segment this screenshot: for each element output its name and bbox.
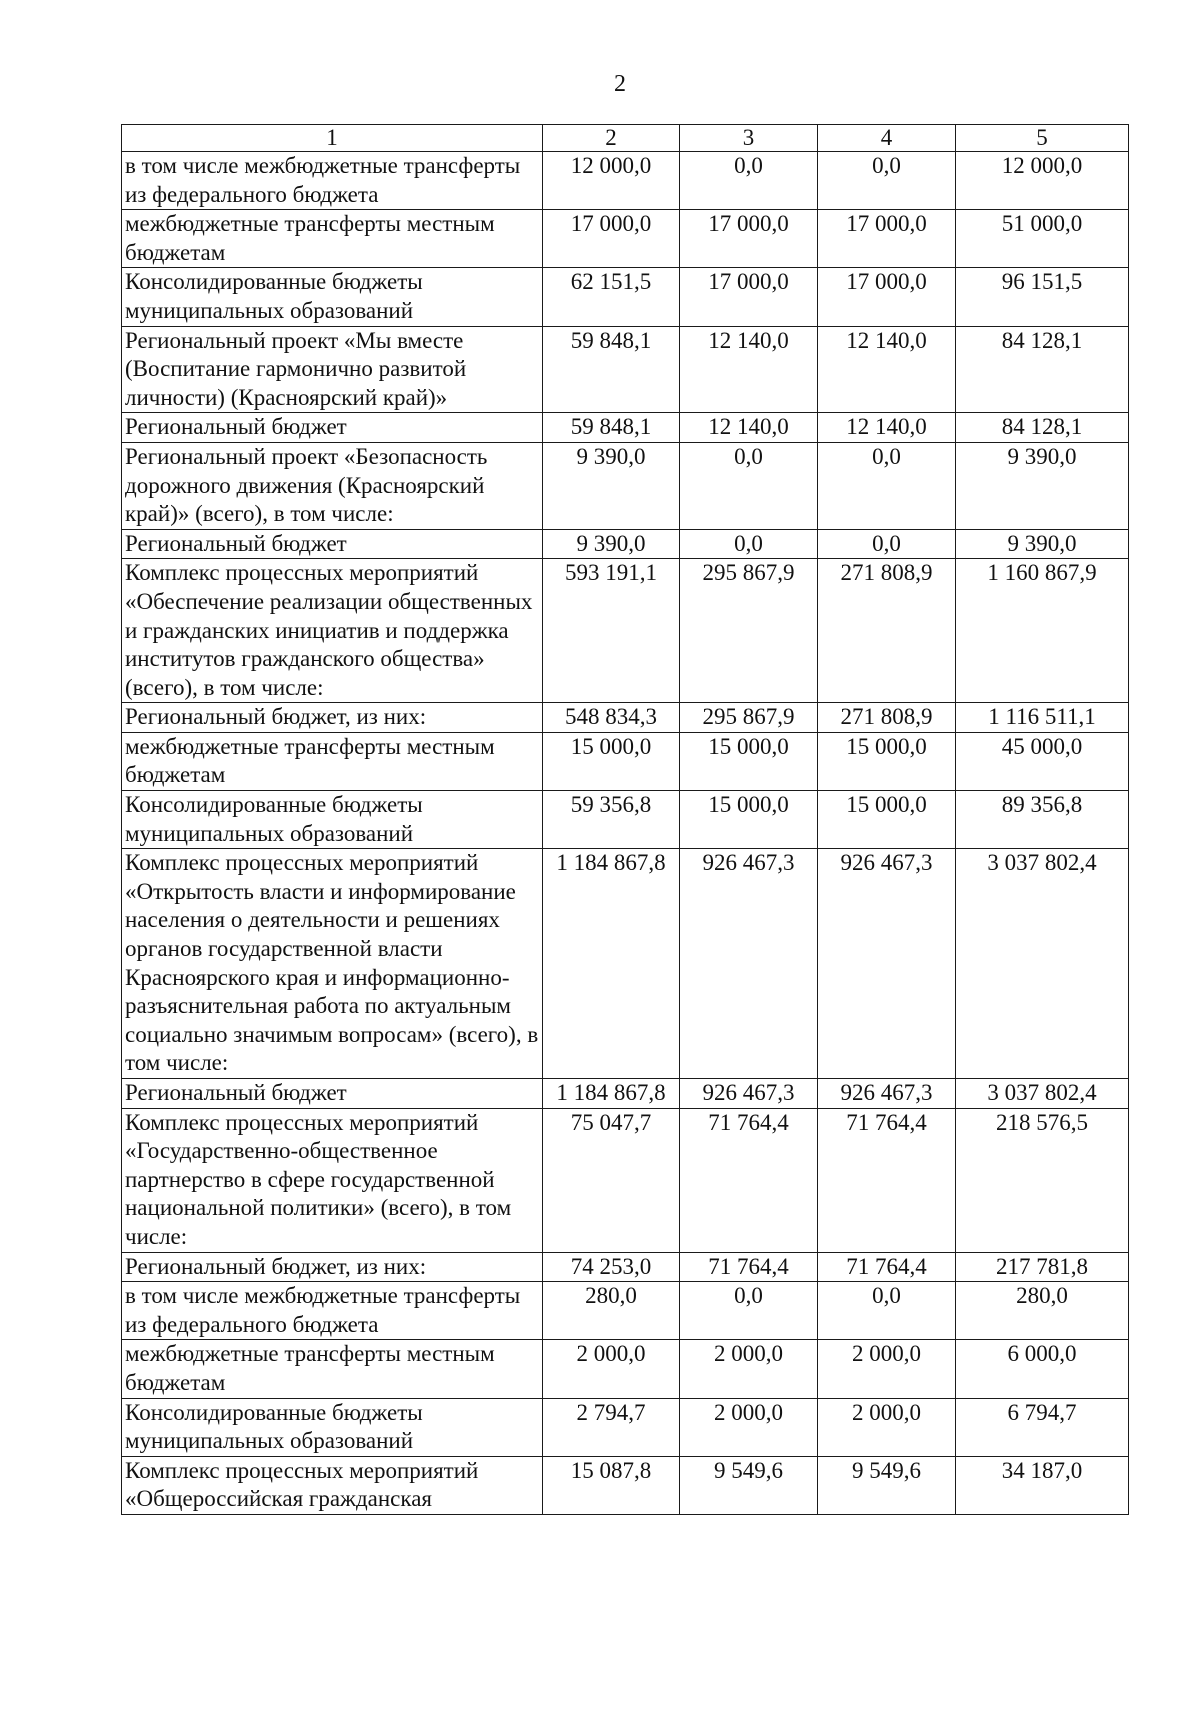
- value-cell-2: 593 191,1: [543, 559, 680, 703]
- row-label-cell: Региональный проект «Мы вместе (Воспитание гармонично развитой личности) (Красноярский край)»: [122, 326, 543, 413]
- row-label-cell: Консолидированные бюджеты муниципальных образований: [122, 268, 543, 326]
- value-cell-2: 1 184 867,8: [543, 849, 680, 1079]
- value-cell-3: 15 000,0: [680, 791, 818, 849]
- value-cell-3: 71 764,4: [680, 1252, 818, 1282]
- value-cell-5: 218 576,5: [956, 1108, 1129, 1252]
- table-row: [122, 1252, 1129, 1282]
- row-label-cell: Региональный проект «Безопасность дорожного движения (Красноярский край)» (всего), в том числе:: [122, 442, 543, 529]
- row-label-cell: Региональный бюджет, из них:: [122, 1252, 543, 1282]
- budget-table: [121, 124, 1129, 1515]
- value-cell-5: 84 128,1: [956, 326, 1129, 413]
- value-cell-2: 9 390,0: [543, 529, 680, 559]
- value-cell-3: 71 764,4: [680, 1108, 818, 1252]
- value-cell-4: 15 000,0: [818, 732, 956, 790]
- table-header-row: [122, 125, 1129, 152]
- column-header-1: 1: [122, 125, 543, 152]
- column-header-5: 5: [956, 125, 1129, 152]
- table-row: [122, 152, 1129, 210]
- table-body: [122, 152, 1129, 1515]
- value-cell-3: 0,0: [680, 442, 818, 529]
- value-cell-4: 271 808,9: [818, 703, 956, 733]
- column-header-2: 2: [543, 125, 680, 152]
- value-cell-4: 271 808,9: [818, 559, 956, 703]
- value-cell-4: 9 549,6: [818, 1456, 956, 1514]
- value-cell-5: 1 116 511,1: [956, 703, 1129, 733]
- value-cell-5: 217 781,8: [956, 1252, 1129, 1282]
- value-cell-2: 75 047,7: [543, 1108, 680, 1252]
- table-row: [122, 1282, 1129, 1340]
- value-cell-3: 926 467,3: [680, 849, 818, 1079]
- value-cell-4: 2 000,0: [818, 1340, 956, 1398]
- value-cell-4: 0,0: [818, 1282, 956, 1340]
- table-row: [122, 1398, 1129, 1456]
- value-cell-5: 3 037 802,4: [956, 1079, 1129, 1109]
- value-cell-2: 59 848,1: [543, 413, 680, 443]
- value-cell-4: 926 467,3: [818, 849, 956, 1079]
- table-row: [122, 703, 1129, 733]
- value-cell-4: 2 000,0: [818, 1398, 956, 1456]
- value-cell-4: 15 000,0: [818, 791, 956, 849]
- row-label-cell: Региональный бюджет: [122, 1079, 543, 1109]
- value-cell-2: 59 848,1: [543, 326, 680, 413]
- value-cell-2: 548 834,3: [543, 703, 680, 733]
- value-cell-2: 2 794,7: [543, 1398, 680, 1456]
- row-label-cell: в том числе межбюджетные трансферты из федерального бюджета: [122, 1282, 543, 1340]
- value-cell-4: 17 000,0: [818, 268, 956, 326]
- table-row: [122, 413, 1129, 443]
- value-cell-3: 926 467,3: [680, 1079, 818, 1109]
- row-label-cell: Консолидированные бюджеты муниципальных образований: [122, 791, 543, 849]
- value-cell-4: 71 764,4: [818, 1252, 956, 1282]
- row-label-cell: Региональный бюджет: [122, 413, 543, 443]
- page-number: 2: [614, 71, 626, 97]
- value-cell-3: 12 140,0: [680, 413, 818, 443]
- value-cell-5: 6 000,0: [956, 1340, 1129, 1398]
- value-cell-3: 295 867,9: [680, 703, 818, 733]
- table-row: [122, 326, 1129, 413]
- value-cell-5: 280,0: [956, 1282, 1129, 1340]
- value-cell-2: 15 087,8: [543, 1456, 680, 1514]
- table-row: [122, 529, 1129, 559]
- value-cell-3: 0,0: [680, 1282, 818, 1340]
- column-header-3: 3: [680, 125, 818, 152]
- value-cell-3: 295 867,9: [680, 559, 818, 703]
- table-row: [122, 268, 1129, 326]
- row-label-cell: Региональный бюджет, из них:: [122, 703, 543, 733]
- row-label-cell: межбюджетные трансферты местным бюджетам: [122, 210, 543, 268]
- row-label-cell: в том числе межбюджетные трансферты из федерального бюджета: [122, 152, 543, 210]
- value-cell-3: 2 000,0: [680, 1340, 818, 1398]
- value-cell-3: 0,0: [680, 529, 818, 559]
- value-cell-5: 12 000,0: [956, 152, 1129, 210]
- value-cell-4: 926 467,3: [818, 1079, 956, 1109]
- value-cell-4: 12 140,0: [818, 413, 956, 443]
- value-cell-2: 2 000,0: [543, 1340, 680, 1398]
- row-label-cell: межбюджетные трансферты местным бюджетам: [122, 732, 543, 790]
- value-cell-2: 12 000,0: [543, 152, 680, 210]
- value-cell-5: 45 000,0: [956, 732, 1129, 790]
- value-cell-5: 3 037 802,4: [956, 849, 1129, 1079]
- table-row: [122, 849, 1129, 1079]
- row-label-cell: Региональный бюджет: [122, 529, 543, 559]
- value-cell-3: 12 140,0: [680, 326, 818, 413]
- value-cell-5: 6 794,7: [956, 1398, 1129, 1456]
- value-cell-4: 0,0: [818, 152, 956, 210]
- value-cell-2: 59 356,8: [543, 791, 680, 849]
- value-cell-5: 96 151,5: [956, 268, 1129, 326]
- value-cell-4: 0,0: [818, 529, 956, 559]
- value-cell-4: 12 140,0: [818, 326, 956, 413]
- value-cell-4: 17 000,0: [818, 210, 956, 268]
- value-cell-3: 9 549,6: [680, 1456, 818, 1514]
- table-row: [122, 1108, 1129, 1252]
- table-row: [122, 1456, 1129, 1514]
- row-label-cell: Консолидированные бюджеты муниципальных образований: [122, 1398, 543, 1456]
- table-row: [122, 1340, 1129, 1398]
- value-cell-5: 89 356,8: [956, 791, 1129, 849]
- value-cell-2: 280,0: [543, 1282, 680, 1340]
- value-cell-5: 51 000,0: [956, 210, 1129, 268]
- value-cell-2: 15 000,0: [543, 732, 680, 790]
- value-cell-3: 17 000,0: [680, 210, 818, 268]
- value-cell-3: 0,0: [680, 152, 818, 210]
- row-label-cell: Комплекс процессных мероприятий «Государственно-общественное партнерство в сфере государственной национальной политики» (всего), в том числе:: [122, 1108, 543, 1252]
- value-cell-3: 17 000,0: [680, 268, 818, 326]
- value-cell-3: 2 000,0: [680, 1398, 818, 1456]
- value-cell-3: 15 000,0: [680, 732, 818, 790]
- value-cell-5: 34 187,0: [956, 1456, 1129, 1514]
- value-cell-2: 1 184 867,8: [543, 1079, 680, 1109]
- value-cell-5: 9 390,0: [956, 529, 1129, 559]
- value-cell-4: 0,0: [818, 442, 956, 529]
- value-cell-5: 9 390,0: [956, 442, 1129, 529]
- row-label-cell: Комплекс процессных мероприятий «Открытость власти и информирование населения о деятельности и решениях органов государственной власти Красноярского края и информационно-разъяснительная работа по актуальным социально значимым вопросам» (всего), в том числе:: [122, 849, 543, 1079]
- table-row: [122, 210, 1129, 268]
- row-label-cell: Комплекс процессных мероприятий «Общероссийская гражданская: [122, 1456, 543, 1514]
- table-row: [122, 732, 1129, 790]
- table-row: [122, 791, 1129, 849]
- value-cell-2: 9 390,0: [543, 442, 680, 529]
- row-label-cell: межбюджетные трансферты местным бюджетам: [122, 1340, 543, 1398]
- row-label-cell: Комплекс процессных мероприятий «Обеспечение реализации общественных и гражданских инициатив и поддержка институтов гражданского общества» (всего), в том числе:: [122, 559, 543, 703]
- value-cell-2: 74 253,0: [543, 1252, 680, 1282]
- value-cell-5: 84 128,1: [956, 413, 1129, 443]
- value-cell-5: 1 160 867,9: [956, 559, 1129, 703]
- column-header-4: 4: [818, 125, 956, 152]
- value-cell-2: 17 000,0: [543, 210, 680, 268]
- table-row: [122, 1079, 1129, 1109]
- value-cell-2: 62 151,5: [543, 268, 680, 326]
- table-row: [122, 442, 1129, 529]
- value-cell-4: 71 764,4: [818, 1108, 956, 1252]
- table-row: [122, 559, 1129, 703]
